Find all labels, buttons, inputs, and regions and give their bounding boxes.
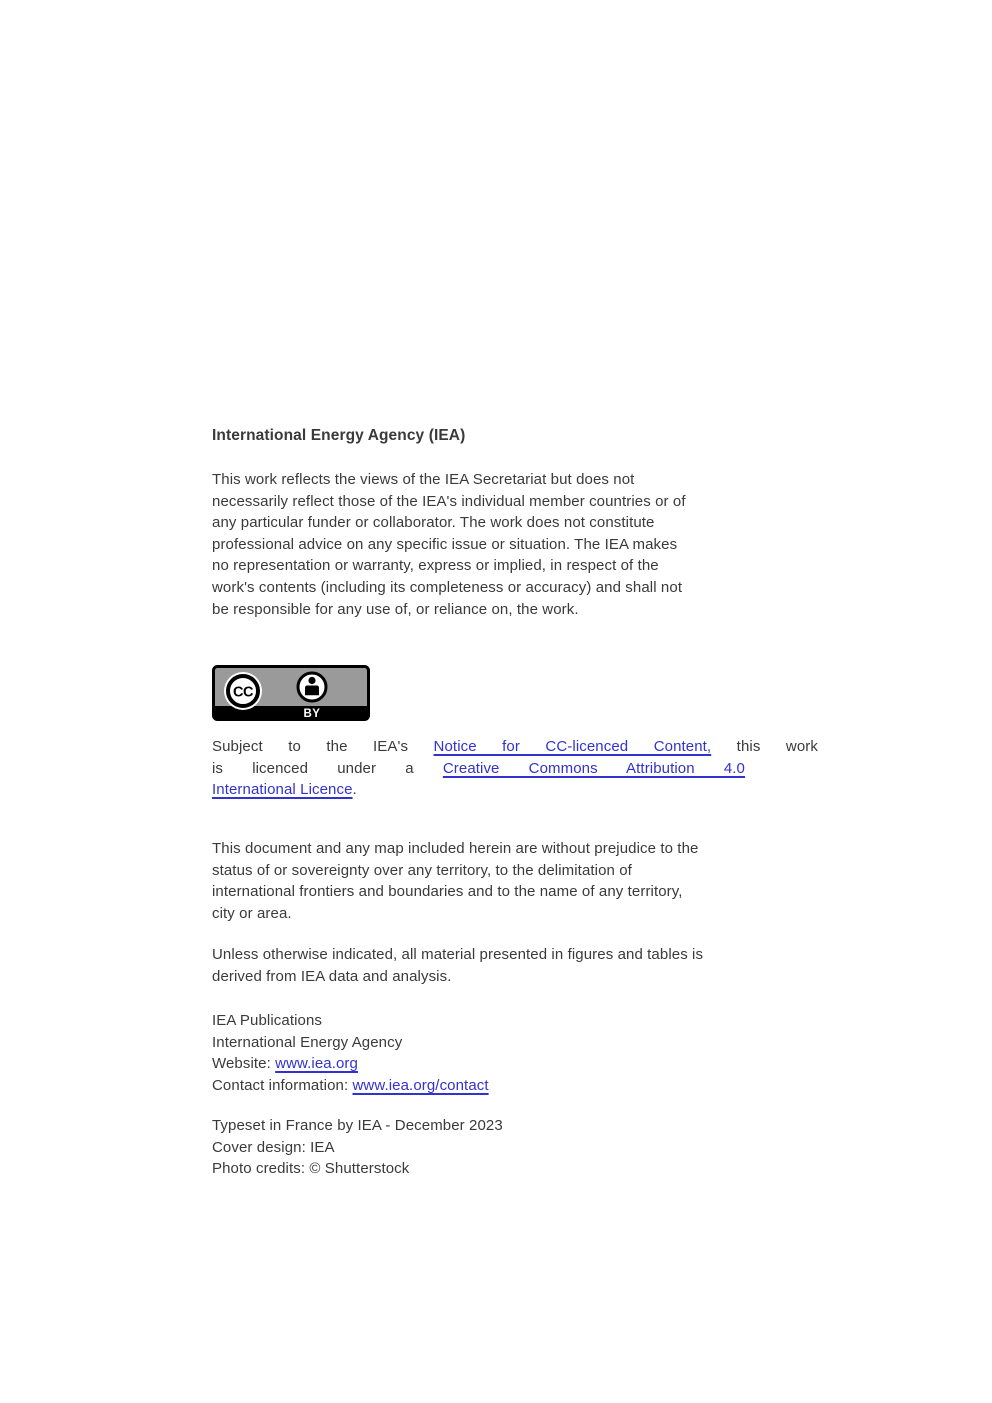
text-line: city or area. <box>212 904 292 922</box>
licence-text: . <box>352 781 357 799</box>
contact-line <box>212 1075 489 1097</box>
text-line: necessarily reflect those of the IEA's individual member countries or of <box>212 492 686 510</box>
licence-line-1 <box>212 736 818 758</box>
creative-commons-attribution-link[interactable]: Creative Commons Attribution 4.0 <box>442 759 746 777</box>
text-line: Unless otherwise indicated, all material presented in figures and tables is <box>212 946 704 963</box>
licence-line-2 <box>212 758 745 780</box>
person-icon <box>298 673 326 701</box>
colophon-block <box>212 1115 503 1180</box>
publisher-agency: International Energy Agency <box>212 1033 403 1051</box>
cover-design-line: Cover design: IEA <box>212 1138 335 1156</box>
licence-text: is licenced under a <box>212 759 443 777</box>
materials-paragraph <box>212 944 703 987</box>
website-line <box>212 1053 489 1075</box>
typeset-line: Typeset in France by IEA - December 2023 <box>212 1117 503 1134</box>
text-line: This document and any map included herein are without prejudice to the <box>212 840 699 857</box>
licence-text: this work <box>711 738 818 755</box>
international-licence-link[interactable]: International Licence <box>212 781 353 799</box>
territory-paragraph <box>212 838 698 924</box>
publisher-title: IEA Publications <box>212 1012 322 1029</box>
page-title: International Energy Agency (IEA) <box>212 427 466 444</box>
cc-by-badge-graphic <box>212 665 370 721</box>
text-line: status of or sovereignty over any territory, to the delimitation of <box>212 861 632 879</box>
disclaimer-paragraph <box>212 469 686 620</box>
page-heading-block <box>212 425 465 447</box>
photo-credits-line: Photo credits: © Shutterstock <box>212 1160 410 1178</box>
licence-text: Subject to the IEA's <box>212 738 434 755</box>
contact-label: Contact information: <box>212 1076 353 1094</box>
contact-link[interactable]: www.iea.org/contact <box>352 1076 489 1094</box>
licence-paragraph <box>212 736 818 801</box>
svg-text:CC: CC <box>233 684 253 701</box>
notice-cc-content-link[interactable]: Notice for CC-licenced Content, <box>433 738 712 755</box>
text-line: no representation or warranty, express or implied, in respect of the <box>212 557 659 575</box>
text-line: international frontiers and boundaries and to the name of any territory, <box>212 883 683 901</box>
publisher-block <box>212 1010 489 1096</box>
text-line: be responsible for any use of, or reliance on, the work. <box>212 600 579 618</box>
text-line: derived from IEA data and analysis. <box>212 967 452 985</box>
text-line: work's contents (including its completeness or accuracy) and shall not <box>212 578 683 596</box>
licence-line-3 <box>212 779 818 801</box>
by-label: BY <box>303 708 321 720</box>
cc-by-licence-badge[interactable] <box>212 665 370 721</box>
cc-icon <box>224 672 262 710</box>
website-link[interactable]: www.iea.org <box>275 1055 358 1073</box>
text-line: any particular funder or collaborator. The work does not constitute <box>212 514 655 532</box>
text-line: This work reflects the views of the IEA Secretariat but does not <box>212 471 635 488</box>
text-line: professional advice on any specific issue or situation. The IEA makes <box>212 535 678 553</box>
website-label: Website: <box>212 1055 276 1073</box>
